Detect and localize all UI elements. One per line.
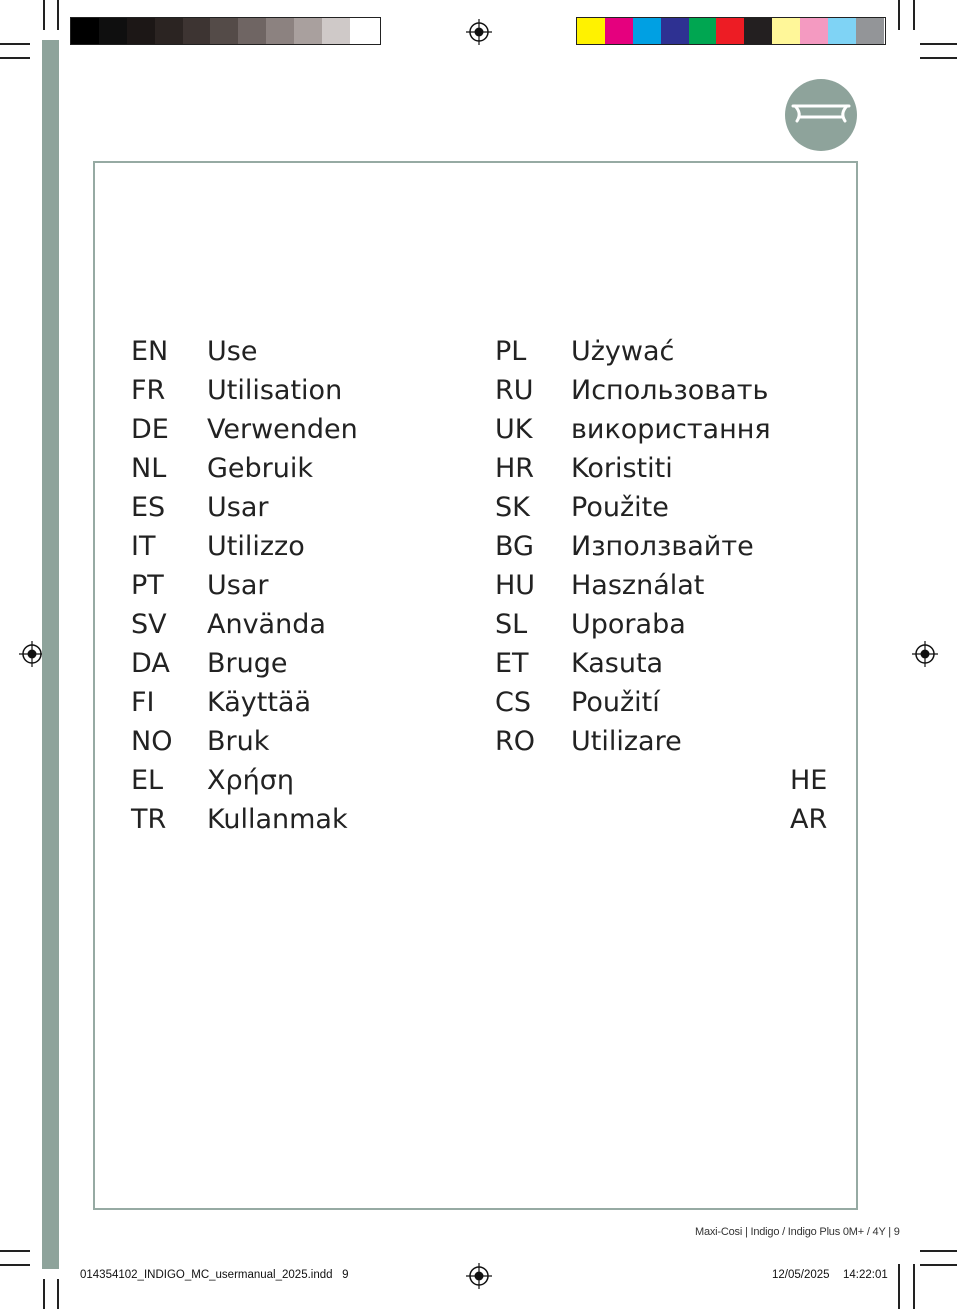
crop-mark: [57, 0, 59, 30]
language-code: RO: [495, 726, 536, 757]
language-code: FR: [131, 375, 166, 406]
slug-date: 12/05/2025: [772, 1269, 830, 1281]
language-word: Použite: [571, 492, 669, 523]
color-bar-process: [576, 17, 886, 45]
color-bar-grayscale: [70, 17, 381, 45]
language-code: ES: [131, 492, 166, 523]
language-code: SK: [495, 492, 530, 523]
color-swatch: [183, 18, 211, 44]
language-code: TR: [131, 804, 167, 835]
language-word: Usar: [207, 570, 269, 601]
color-swatch: [828, 18, 856, 44]
color-swatch: [155, 18, 183, 44]
crop-mark: [898, 0, 900, 30]
language-word: Använda: [207, 609, 326, 640]
color-swatch: [322, 18, 350, 44]
language-code: PT: [131, 570, 164, 601]
crop-mark: [920, 57, 957, 59]
language-word: Utilisation: [207, 375, 343, 406]
color-swatch: [661, 18, 689, 44]
language-code: HR: [495, 453, 535, 484]
language-word: Use: [207, 336, 258, 367]
crop-mark: [43, 0, 45, 30]
slug-file-name: 014354102_INDIGO_MC_usermanual_2025.indd 9: [80, 1269, 349, 1281]
color-swatch: [577, 18, 605, 44]
language-word: Käyttää: [207, 687, 312, 718]
language-word: Utilizare: [571, 726, 682, 757]
language-code: EN: [131, 336, 169, 367]
language-code: SL: [495, 609, 528, 640]
language-word: Kullanmak: [207, 804, 348, 835]
language-code: SV: [131, 609, 167, 640]
language-word: Χρήση: [207, 765, 294, 796]
registration-mark-icon: [466, 1263, 492, 1289]
language-code: IT: [131, 531, 156, 562]
language-code: FI: [131, 687, 155, 718]
language-code: PL: [495, 336, 527, 367]
language-word: використання: [571, 414, 771, 445]
crop-mark: [898, 1264, 900, 1309]
registration-mark-icon: [912, 641, 938, 667]
color-swatch: [856, 18, 884, 44]
language-word: Koristiti: [571, 453, 673, 484]
language-code: NO: [131, 726, 173, 757]
page-number: 9: [893, 1226, 900, 1238]
language-word: Utilizzo: [207, 531, 305, 562]
color-swatch: [238, 18, 266, 44]
crop-mark: [57, 1279, 59, 1309]
color-swatch: [633, 18, 661, 44]
crop-mark: [920, 1250, 957, 1252]
language-code: RU: [495, 375, 534, 406]
language-word: Używać: [571, 336, 675, 367]
color-swatch: [127, 18, 155, 44]
color-swatch: [210, 18, 238, 44]
changing-mat-icon: [785, 79, 857, 151]
language-code: UK: [495, 414, 533, 445]
footer-brand-line: [695, 1226, 900, 1238]
language-word: Použití: [571, 687, 660, 718]
language-code: DE: [131, 414, 169, 445]
crop-mark: [0, 43, 30, 45]
crop-mark: [43, 1279, 45, 1309]
footer-brand-text: Maxi-Cosi | Indigo / Indigo Plus 0M+ / 4Y |: [695, 1226, 891, 1238]
color-swatch: [99, 18, 127, 44]
language-word: Uporaba: [571, 609, 686, 640]
language-code: DA: [131, 648, 170, 679]
color-swatch: [716, 18, 744, 44]
language-word: Използвайте: [571, 531, 754, 562]
language-word: Használat: [571, 570, 705, 601]
crop-mark: [913, 0, 915, 30]
language-word: Gebruik: [207, 453, 314, 484]
crop-mark: [0, 57, 30, 59]
crop-mark: [0, 1250, 30, 1252]
language-code: CS: [495, 687, 531, 718]
content-frame: [93, 161, 858, 1210]
language-word: Verwenden: [207, 414, 358, 445]
language-code: NL: [131, 453, 167, 484]
language-code: HU: [495, 570, 536, 601]
color-swatch: [744, 18, 772, 44]
slug-time: 14:22:01: [843, 1269, 888, 1281]
language-code: ET: [495, 648, 529, 679]
language-word: Bruge: [207, 648, 288, 679]
crop-mark: [0, 1264, 30, 1266]
language-code: AR: [790, 804, 828, 835]
color-swatch: [689, 18, 717, 44]
language-word: Kasuta: [571, 648, 664, 679]
color-swatch: [71, 18, 99, 44]
section-badge: [785, 79, 857, 151]
color-swatch: [800, 18, 828, 44]
language-code: EL: [131, 765, 164, 796]
language-word: Bruk: [207, 726, 270, 757]
color-swatch: [605, 18, 633, 44]
language-code: BG: [495, 531, 534, 562]
color-swatch: [772, 18, 800, 44]
language-code: HE: [790, 765, 828, 796]
side-color-strip: [42, 40, 59, 1269]
crop-mark: [913, 1264, 915, 1309]
language-word: Usar: [207, 492, 269, 523]
registration-mark-icon: [466, 19, 492, 45]
color-swatch: [350, 18, 378, 44]
color-swatch: [266, 18, 294, 44]
crop-mark: [920, 1264, 957, 1266]
language-word: Использовать: [571, 375, 769, 406]
crop-mark: [920, 43, 957, 45]
color-swatch: [294, 18, 322, 44]
